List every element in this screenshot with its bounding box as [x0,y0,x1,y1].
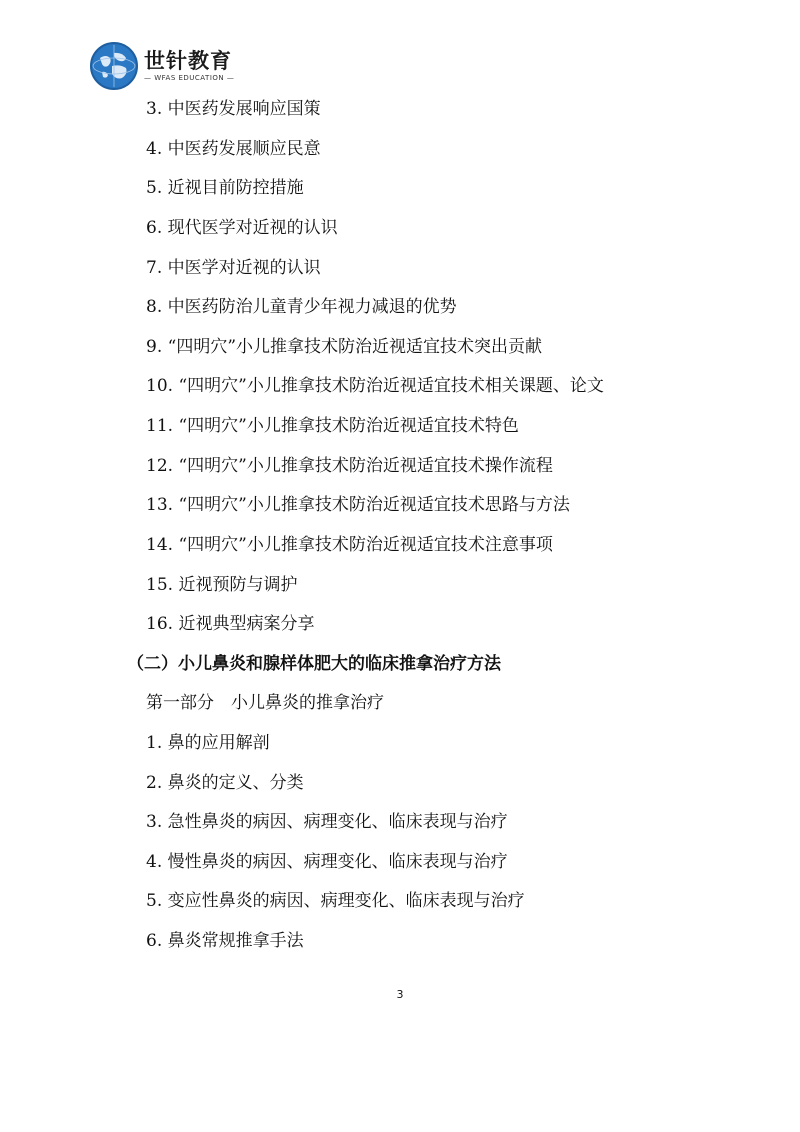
list-item: 6. 现代医学对近视的认识 [146,218,338,238]
list-item: 1. 鼻的应用解剖 [146,733,270,753]
list-item: 6. 鼻炎常规推拿手法 [146,931,304,951]
page-number: 3 [396,988,404,1001]
list-item: 5. 变应性鼻炎的病因、病理变化、临床表现与治疗 [146,891,525,911]
logo-chinese-name: 世针教育 [144,48,232,73]
logo-english-name: — WFAS EDUCATION — [144,73,235,82]
list-item: 9. “四明穴”小儿推拿技术防治近视适宜技术突出贡献 [146,337,543,357]
list-item: 16. 近视典型病案分享 [146,614,315,634]
list-item: 3. 急性鼻炎的病因、病理变化、临床表现与治疗 [146,812,508,832]
list-item: 15. 近视预防与调护 [146,575,298,595]
list-item: 10. “四明穴”小儿推拿技术防治近视适宜技术相关课题、论文 [146,376,604,396]
list-item: 14. “四明穴”小儿推拿技术防治近视适宜技术注意事项 [146,535,553,555]
list-item: 7. 中医学对近视的认识 [146,258,321,278]
list-item: 12. “四明穴”小儿推拿技术防治近视适宜技术操作流程 [146,456,553,476]
list-item: 4. 慢性鼻炎的病因、病理变化、临床表现与治疗 [146,852,508,872]
list-item: 8. 中医药防治儿童青少年视力减退的优势 [146,297,457,317]
section-heading: （二）小儿鼻炎和腺样体肥大的临床推拿治疗方法 [127,654,501,674]
list-item: 2. 鼻炎的定义、分类 [146,773,304,793]
list-item: 3. 中医药发展响应国策 [146,99,321,119]
list-item: 13. “四明穴”小儿推拿技术防治近视适宜技术思路与方法 [146,495,570,515]
subsection-title: 第一部分 小儿鼻炎的推拿治疗 [146,693,384,713]
list-item: 5. 近视目前防控措施 [146,178,304,198]
list-item: 11. “四明穴”小儿推拿技术防治近视适宜技术特色 [146,416,519,436]
list-item: 4. 中医药发展顺应民意 [146,139,321,159]
